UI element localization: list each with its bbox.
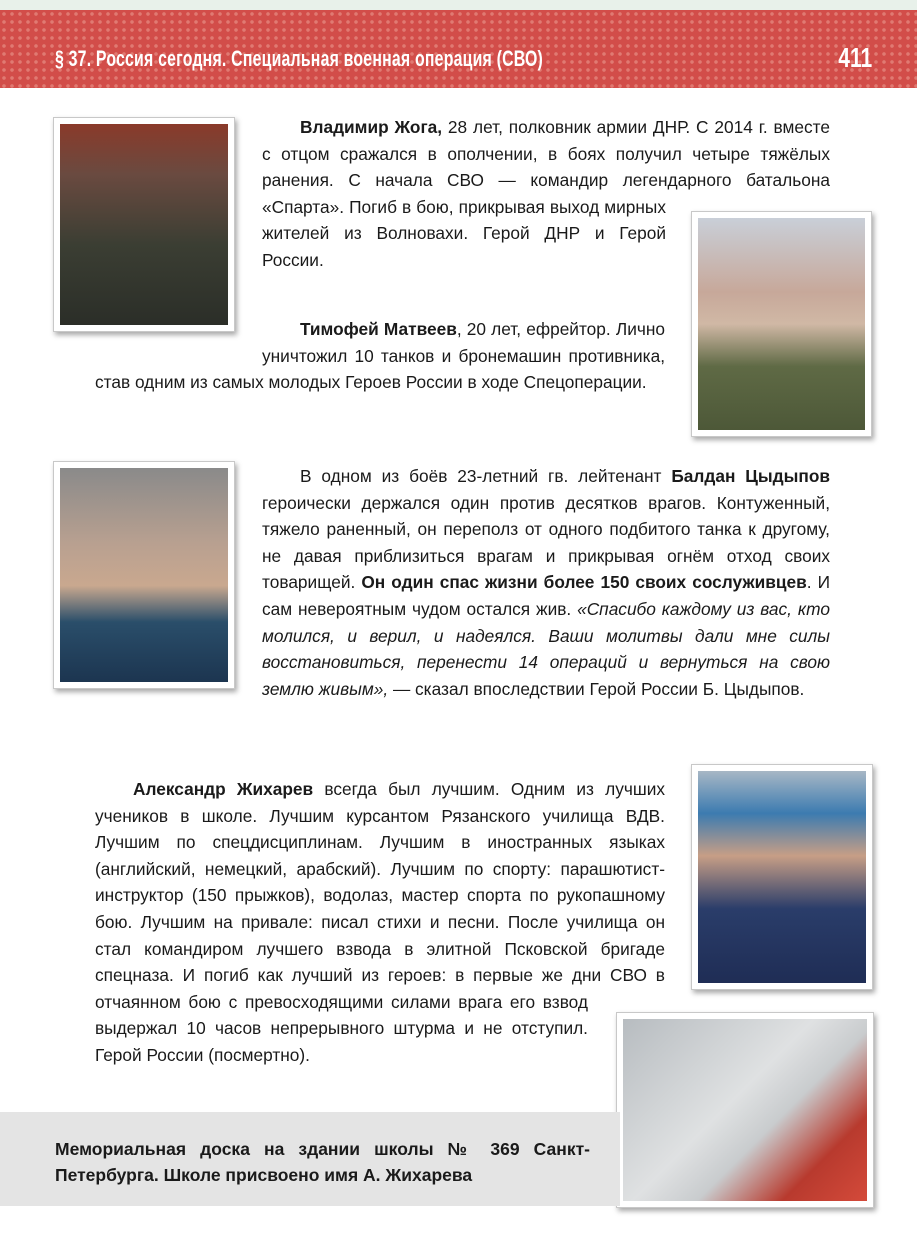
photo-zhoga (53, 117, 235, 332)
paragraph-text: всегда был лучшим. Одним из лучших учеников в школе. Лучшим курсантом Рязанского училища ВДВ. Лучшим по спецдисциплинам. Лучшим в иностранных языках (английский, немецкий, арабский). Лучшим по спорту: парашютист-инструктор (150 прыжков), водолаз, мастер спорта по рукопашному бою. Лучшим на привале: писал стихи и песни. После училища он стал командиром лучшего взвода в элитной Псковской бригаде спецназа. И погиб как лучший из героев: в первые же дни СВО в отчаянном бою с превосходящими силами врага его взвод выдержал 10 часов непрерывного штурма и не отступил. Герой России (посмертно). (95, 779, 666, 1065)
quote: «Спасибо каждому из вас, кто молился, и верил, и надеялся. Ваши молитвы дали мне силы восстановиться, перенести 14 операций и вернуться на свою землю живым», (262, 598, 830, 699)
hero-name: Владимир Жога, (300, 117, 443, 137)
paragraph-matveev (95, 316, 665, 396)
paragraph-zhikharev (95, 776, 665, 1109)
paragraph-text: — сказал впоследствии Герой России Б. Цыдыпов. (388, 678, 805, 699)
paragraph-text: , 20 лет, ефрейтор. Лично уничтожил 10 танков и бронемашин противника, став одним из самых молодых Героев России в ходе Спецоперации. (95, 319, 666, 393)
photo-caption: Мемориальная доска на здании школы № 369 Санкт-Петербурга. Школе присвоено имя А. Жихарева (55, 1139, 590, 1185)
paragraph-tsydypov (95, 463, 830, 702)
paragraph-text: 28 лет, полковник армии ДНР. С 2014 г. вместе с отцом сражался в ополчении, в боях получил четыре тяжёлых ранения. С начала СВО — командир легендарного батальона «Спарта». Погиб в бою, прикрывая выход мирных жителей из Волновахи. Герой ДНР и Герой России. (262, 117, 831, 270)
bold-statement: Он один спас жизни более 150 своих сослуживцев (361, 572, 807, 593)
page-header (0, 10, 917, 88)
photo-zhikharev (691, 764, 873, 990)
top-strip (0, 0, 917, 10)
page-number: 411 (838, 42, 872, 73)
paragraph-text: В одном из боёв 23-летний гв. лейтенант (300, 466, 672, 486)
paragraph-text: героически держался один против десятков врагов. Контуженный, тяжело раненный, он переполз от одного подбитого танка к другому, не давая приблизиться врагам и прикрывая огнём отход своих товарищей. (262, 492, 830, 593)
paragraph-text: . И сам невероятным чудом остался жив. (262, 572, 831, 619)
hero-name: Тимофей Матвеев (300, 319, 457, 339)
hero-name: Александр Жихарев (133, 779, 314, 799)
section-title: § 37. Россия сегодня. Специальная военная операция (СВО) (55, 46, 544, 71)
hero-name: Балдан Цыдыпов (671, 466, 830, 486)
